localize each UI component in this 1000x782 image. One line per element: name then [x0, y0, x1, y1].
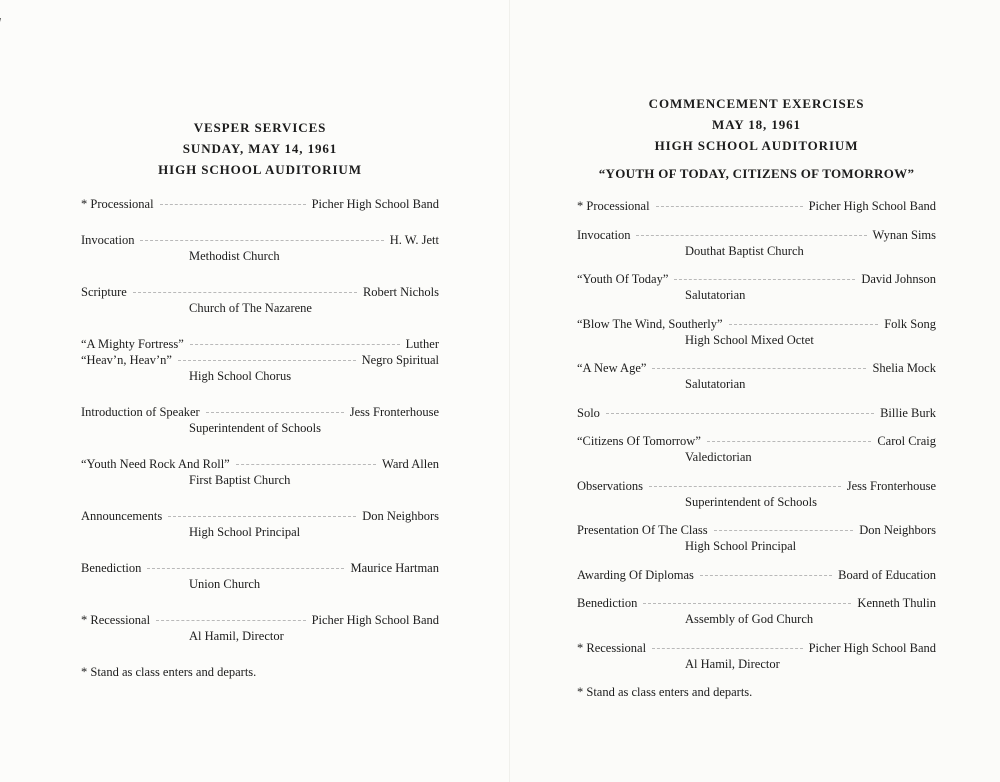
program-row [577, 522, 936, 538]
program-row [577, 478, 936, 494]
dotted-leader [656, 206, 803, 207]
program-item-title: Scripture [81, 285, 127, 299]
dotted-leader [160, 204, 306, 205]
program-item-affiliation: High School Principal [189, 525, 301, 539]
dotted-leader [606, 413, 874, 414]
commencement-program-list [577, 198, 936, 672]
dotted-leader [156, 620, 305, 621]
program-item-affiliation: Assembly of God Church [685, 612, 814, 626]
program-item-performer: Folk Song [884, 316, 936, 331]
program-item-title: Introduction of Speaker [81, 405, 200, 419]
program-item-title: Benediction [81, 561, 142, 575]
program-row [81, 284, 439, 300]
program-item-performer: Maurice Hartman [350, 561, 439, 575]
program-item [577, 316, 936, 348]
program-item [577, 478, 936, 510]
program-item-performer: Robert Nichols [362, 285, 439, 299]
vesper-title: VESPER SERVICES [193, 120, 327, 135]
program-row [577, 433, 936, 449]
dotted-leader [714, 530, 854, 531]
program-item-title: “Youth Of Today” [577, 272, 669, 286]
program-item-affiliation: Methodist Church [189, 249, 280, 263]
program-item-affiliation: Union Church [189, 577, 261, 591]
program-item-affiliation: Superintendent of Schools [189, 421, 321, 435]
program-item [577, 567, 936, 583]
program-item-performer: Billie Burk [880, 405, 936, 420]
dotted-leader [649, 486, 841, 487]
program-item-affiliation: Church of The Nazarene [189, 301, 312, 315]
program-item [81, 560, 439, 592]
program-item [81, 612, 439, 644]
program-item-title: “A Mighty Fortress” [81, 337, 184, 351]
program-item-performer: Picher High School Band [311, 613, 439, 627]
program-item-affiliation: High School Mixed Octet [685, 332, 814, 347]
commencement-motto: “YOUTH OF TODAY, CITIZENS OF TOMORROW” [598, 166, 915, 181]
program-item-affiliation: First Baptist Church [189, 473, 291, 487]
program-item [577, 227, 936, 259]
program-item-title: “Blow The Wind, Southerly” [577, 316, 723, 331]
program-item [81, 456, 439, 488]
dotted-leader [190, 344, 400, 345]
program-item-title: Awarding Of Diplomas [577, 567, 694, 582]
program-item-affiliation: High School Chorus [189, 369, 292, 383]
program-item-title: “A New Age” [577, 361, 647, 375]
program-row [81, 336, 439, 352]
program-item-title: * Processional [81, 197, 154, 211]
program-item-performer: Board of Education [838, 567, 936, 582]
program-row [577, 227, 936, 243]
program-item-performer: Don Neighbors [362, 509, 439, 523]
program-item-performer: H. W. Jett [389, 233, 439, 247]
program-item [577, 640, 936, 672]
program-item-performer: Picher High School Band [808, 199, 936, 213]
program-item-performer: Picher High School Band [808, 640, 936, 655]
program-item-title: * Recessional [81, 613, 151, 627]
program-item-performer: Ward Allen [382, 457, 439, 471]
program-row [577, 640, 936, 656]
program-item [81, 336, 439, 384]
program-item-affiliation: Al Hamil, Director [685, 656, 780, 671]
program-row [81, 404, 439, 420]
commencement-venue: HIGH SCHOOL AUDITORIUM [654, 138, 859, 153]
program-item [577, 360, 936, 392]
program-item-title: Benediction [577, 596, 638, 610]
dotted-leader [652, 368, 866, 369]
program-item-title: “Youth Need Rock And Roll” [81, 457, 230, 471]
commencement-title: COMMENCEMENT EXERCISES [648, 96, 865, 111]
program-item [577, 198, 936, 214]
program-row [577, 405, 936, 421]
dotted-leader [168, 516, 356, 517]
dotted-leader [643, 603, 851, 604]
program-item [577, 433, 936, 465]
program-item-title: * Recessional [577, 640, 647, 655]
dotted-leader [133, 292, 357, 293]
program-item-performer: Kenneth Thulin [857, 596, 936, 610]
program-item-affiliation: Valedictorian [685, 450, 752, 464]
program-row [81, 352, 439, 368]
program-item-performer: David Johnson [861, 272, 936, 286]
program-row [577, 595, 936, 611]
vesper-date: SUNDAY, MAY 14, 1961 [182, 141, 338, 156]
vesper-heading [81, 117, 439, 180]
program-item-performer: Carol Craig [877, 434, 936, 448]
dotted-leader [147, 568, 344, 569]
program-item-performer: Picher High School Band [311, 197, 439, 211]
program-row [81, 508, 439, 524]
program-item-title: Announcements [81, 509, 163, 523]
commencement-page [510, 0, 1000, 782]
dotted-leader [707, 441, 871, 442]
program-row [81, 560, 439, 576]
vesper-footnote: * Stand as class enters and departs. [81, 665, 257, 679]
program-item-performer: Shelia Mock [872, 361, 936, 375]
program-item-title: “Citizens Of Tomorrow” [577, 434, 701, 448]
dotted-leader [236, 464, 376, 465]
program-item-title: Invocation [577, 227, 631, 242]
program-item-affiliation: Superintendent of Schools [685, 494, 817, 509]
dotted-leader [178, 360, 356, 361]
program-row [81, 232, 439, 248]
program-item [577, 595, 936, 627]
program-row [577, 567, 936, 583]
dotted-leader [140, 240, 383, 241]
program-item-performer: Jess Fronterhouse [846, 478, 936, 493]
program-item [577, 522, 936, 554]
dotted-leader [674, 279, 855, 280]
dotted-leader [729, 324, 879, 325]
program-item-affiliation: Salutatorian [685, 288, 746, 302]
commencement-program [577, 93, 936, 700]
dotted-leader [636, 235, 866, 236]
vesper-program-list [81, 196, 439, 644]
program-item [577, 405, 936, 421]
dotted-leader [700, 575, 832, 576]
program-item-affiliation: Al Hamil, Director [189, 629, 284, 643]
program-item-affiliation: Douthat Baptist Church [685, 243, 804, 258]
program-row [81, 456, 439, 472]
program-item [81, 404, 439, 436]
program-item [81, 508, 439, 540]
program-item-title: * Processional [577, 199, 650, 213]
program-item [81, 196, 439, 212]
program-item-performer: Don Neighbors [859, 523, 936, 537]
commencement-date: MAY 18, 1961 [712, 117, 801, 132]
page-edge-mark [0, 18, 2, 78]
program-item-title: “Heav’n, Heav’n” [81, 353, 172, 367]
commencement-heading [577, 93, 936, 184]
program-item-performer: Negro Spiritual [361, 353, 439, 367]
program-row [81, 612, 439, 628]
vesper-venue: HIGH SCHOOL AUDITORIUM [158, 162, 362, 177]
program-item-performer: Wynan Sims [872, 227, 936, 242]
program-item-performer: Luther [405, 337, 439, 351]
dotted-leader [206, 412, 344, 413]
program-item [81, 284, 439, 316]
program-row [577, 198, 936, 214]
program-item-title: Invocation [81, 233, 135, 247]
dotted-leader [652, 648, 802, 649]
program-item-title: Presentation Of The Class [577, 523, 708, 537]
commencement-footnote: * Stand as class enters and departs. [577, 685, 753, 699]
program-item [577, 271, 936, 303]
program-item-title: Solo [577, 405, 600, 420]
program-row [81, 196, 439, 212]
program-row [577, 271, 936, 287]
program-item [81, 232, 439, 264]
program-item-affiliation: High School Principal [685, 539, 797, 553]
program-item-performer: Jess Fronterhouse [349, 405, 439, 419]
vesper-program [81, 117, 439, 680]
program-row [577, 360, 936, 376]
program-item-affiliation: Salutatorian [685, 377, 746, 391]
program-item-title: Observations [577, 478, 643, 493]
program-row [577, 316, 936, 332]
